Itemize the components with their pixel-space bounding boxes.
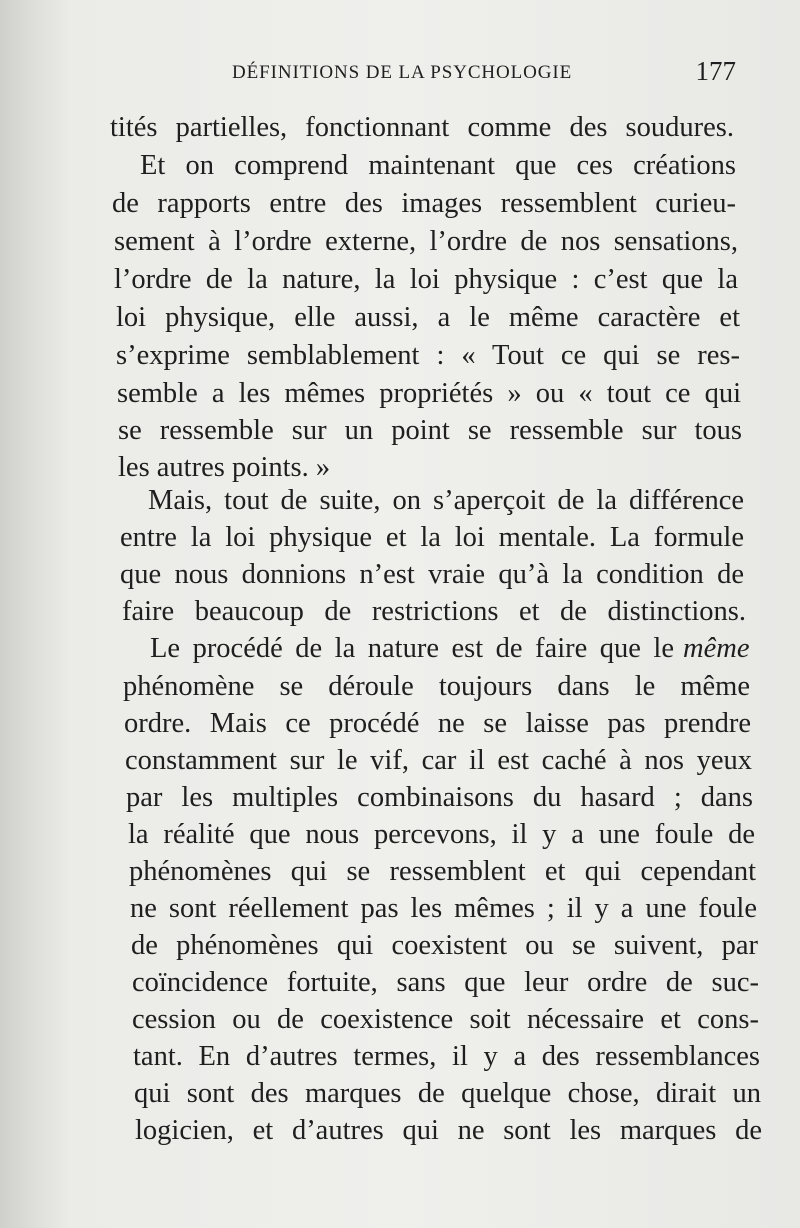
text-line: la réalité que nous percevons, il y a une foule de — [128, 819, 755, 850]
text-line: Mais, tout de suite, on s’aperçoit de la différence — [148, 485, 744, 516]
running-title: DÉFINITIONS DE LA PSYCHOLOGIE — [232, 62, 573, 83]
text-line: Le procédé de la nature est de faire que le — [150, 633, 674, 664]
text-line: qui sont des marques de quelque chose, dirait un — [134, 1078, 761, 1109]
text-line: tités partielles, fonctionnant comme des soudures. — [110, 112, 734, 143]
text-line: de phénomènes qui coexistent ou se suivent, par — [131, 930, 758, 961]
text-line: faire beaucoup de restrictions et de distinctions. — [122, 596, 746, 627]
text-line: s’exprime semblablement : « Tout ce qui se res- — [116, 340, 740, 371]
text-line: que nous donnions n’est vraie qu’à la condition de — [120, 559, 744, 590]
text-line: cession ou de coexistence soit nécessaire et cons- — [132, 1004, 759, 1035]
text-line: se ressemble sur un point se ressemble sur tous — [118, 415, 742, 446]
text-line: de rapports entre des images ressemblent curieu- — [112, 188, 736, 219]
text-line: les autres points. » — [118, 452, 331, 483]
italic-word: même — [683, 633, 750, 664]
text-line: sement à l’ordre externe, l’ordre de nos sensations, — [114, 226, 738, 257]
text-line: ordre. Mais ce procédé ne se laisse pas prendre — [124, 708, 751, 739]
text-line: Et on comprend maintenant que ces créations — [140, 150, 736, 181]
text-line: semble a les mêmes propriétés » ou « tout ce qui — [117, 378, 741, 409]
text-line: l’ordre de la nature, la loi physique : c’est que la — [114, 264, 738, 295]
page-number: 177 — [695, 56, 736, 86]
text-line: coïncidence fortuite, sans que leur ordre de suc- — [132, 967, 759, 998]
text-line: phénomène se déroule toujours dans le même — [123, 671, 750, 702]
text-line: logicien, et d’autres qui ne sont les marques de — [135, 1115, 762, 1146]
text-line: phénomènes qui se ressemblent et qui cependant — [129, 856, 756, 887]
text-line: entre la loi physique et la loi mentale. La formule — [120, 522, 744, 553]
text-line: loi physique, elle aussi, a le même caractère et — [116, 302, 740, 333]
text-line: par les multiples combinaisons du hasard ; dans — [126, 782, 753, 813]
text-line: ne sont réellement pas les mêmes ; il y a une foule — [130, 893, 757, 924]
text-line: constamment sur le vif, car il est caché à nos yeux — [125, 745, 752, 776]
text-line: tant. En d’autres termes, il y a des ressemblances — [133, 1041, 760, 1072]
